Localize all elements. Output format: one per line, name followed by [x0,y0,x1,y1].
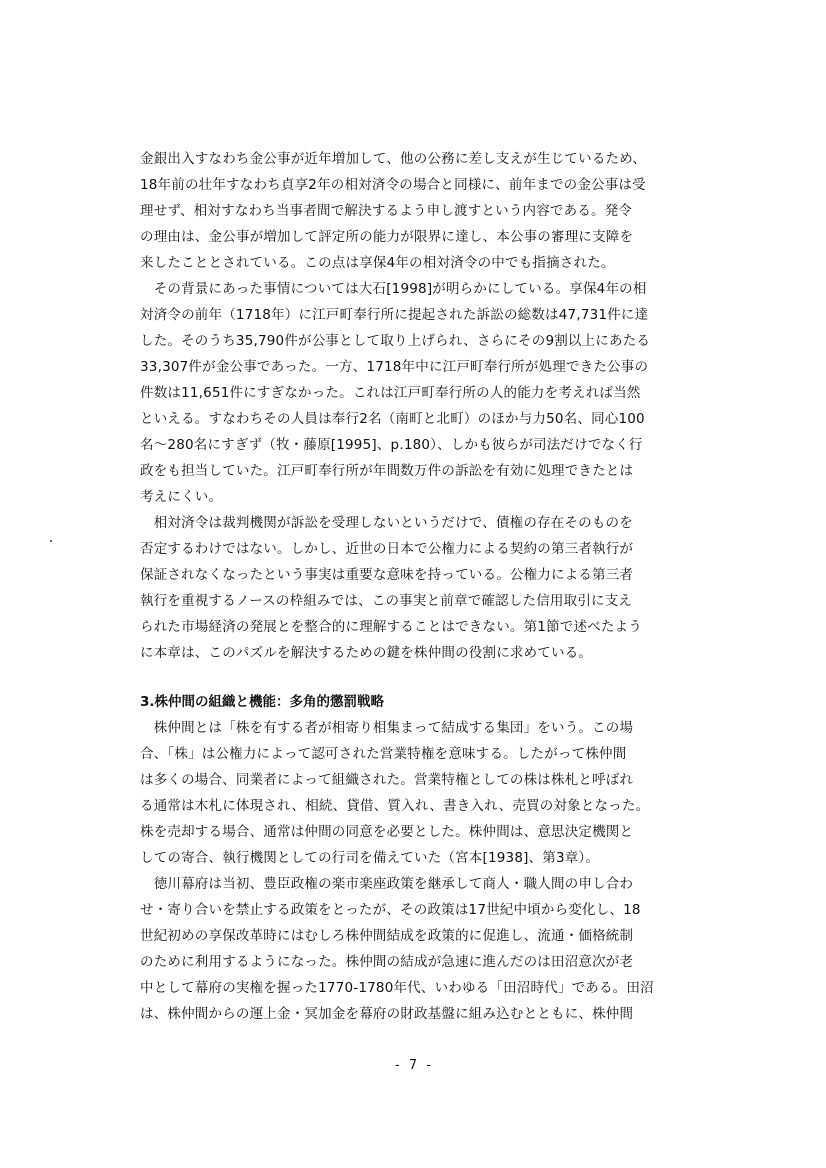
text-line: せ・寄り合いを禁止する政策をとったが、その政策は17世紀中頃から変化し、18 [140,902,641,918]
text-line: の理由は、金公事が増加して評定所の能力が限界に達し、本公事の審理に支障を [140,229,634,245]
body-text-section-1 [140,146,700,666]
text-line: 株仲間とは「株を有する者が相寄り相集まって結成する集団」をいう。この場 [140,720,634,736]
text-line: 執行を重視するノースの枠組みでは、この事実と前章で確認した信用取引に支え [140,593,633,609]
text-line: といえる。すなわちその人員は奉行2名（南町と北町）のほか与力50名、同心100 [140,411,645,427]
text-line: 18年前の壮年すなわち貞享2年の相対済令の場合と同様に、前年までの金公事は受 [140,177,646,193]
text-line: 考えにくい。 [140,489,223,505]
text-line: 理せず、相対すなわち当事者間で解決するよう申し渡すという内容である。発令 [140,203,633,219]
text-line: 金銀出入すなわち金公事が近年増加して、他の公務に差し支えが生じているため、 [140,151,647,167]
text-line: 相対済令は裁判機関が訴訟を受理しないというだけで、債権の存在そのものを [140,515,633,531]
text-line: 来したこととされている。この点は享保4年の相対済令の中でも指摘された。 [140,255,615,271]
text-line: る通常は木札に体現され、相続、貸借、質入れ、書き入れ、売買の対象となった。 [140,798,650,814]
text-line: 対済令の前年（1718年）に江戸町奉行所に提起された訴訟の総数は47,731件に達 [140,307,649,323]
text-line: しての寄合、執行機関としての行司を備えていた（宮本[1938]、第3章）。 [140,850,600,866]
text-line: は、株仲間からの運上金・冥加金を幕府の財政基盤に組み込むとともに、株仲間 [140,1006,634,1022]
text-line: した。そのうち35,790件が公事として取り上げられ、さらにその9割以上にあたる [140,333,651,349]
scan-speck [50,540,52,542]
text-line: 世紀初めの享保改革時にはむしろ株仲間結成を政策的に促進し、流通・価格統制 [140,928,634,944]
text-line: に本章は、このパズルを解決するための鍵を株仲間の役割に求めている。 [140,645,593,661]
text-line: 中として幕府の実権を握った1770-1780年代、いわゆる「田沼時代」である。田沼 [140,980,654,996]
text-line: 保証されなくなったという事実は重要な意味を持っている。公権力による第三者 [140,567,634,583]
text-line: は多くの場合、同業者によって組織された。営業特権としての株は株札と呼ばれ [140,772,634,788]
text-line: られた市場経済の発展とを整合的に理解することはできない。第1節で述べたよう [140,619,642,635]
text-line: 株を売却する場合、通常は仲間の同意を必要とした。株仲間は、意思決定機関と [140,824,634,840]
section-heading: 3.株仲間の組織と機能：多角的懲罰戦略 [140,694,385,710]
text-line: その背景にあった事情については大石[1998]が明らかにしている。享保4年の相 [140,281,647,297]
text-line: 名～280名にすぎず（牧・藤原[1995]、p.180）、しかも彼らが司法だけでなく行 [140,437,643,453]
text-line: 政をも担当していた。江戸町奉行所が年間数万件の訴訟を有効に処理できたとは [140,463,634,479]
text-line: 否定するわけではない。しかし、近世の日本で公権力による契約の第三者執行が [140,541,634,557]
text-line: 合、「株」は公権力によって認可された営業特権を意味する。したがって株仲間 [140,746,627,762]
text-line: 件数は11,651件にすぎなかった。これは江戸町奉行所の人的能力を考えれば当然 [140,385,641,401]
page-number: - 7 - [393,1058,433,1073]
body-text-section-2 [140,715,700,1027]
text-line: 徳川幕府は当初、豊臣政権の楽市楽座政策を継承して商人・職人間の申し合わ [140,876,634,892]
text-line: 33,307件が金公事であった。一方、1718年中に江戸町奉行所が処理できた公事の [140,359,649,375]
text-line: のために利用するようになった。株仲間の結成が急速に進んだのは田沼意次が老 [140,954,634,970]
